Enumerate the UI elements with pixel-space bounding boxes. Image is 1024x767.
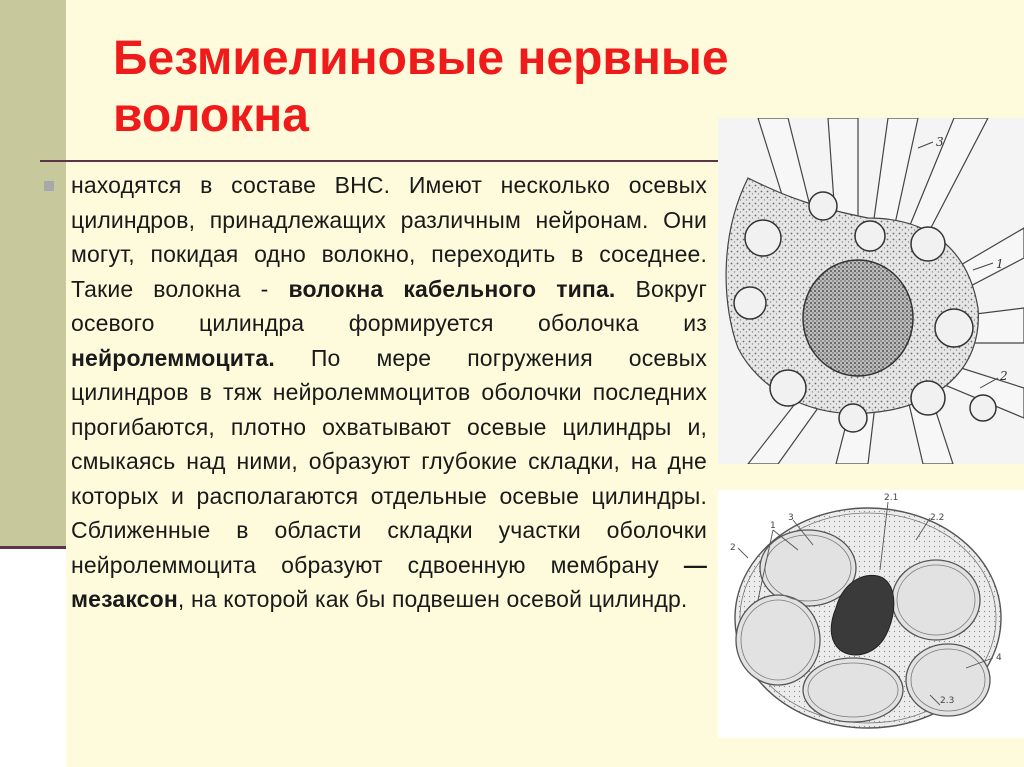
left-accent-strip (0, 0, 66, 548)
text-run: , на которой как бы подвешен осевой цилиндр. (177, 586, 688, 612)
label-2-3: 2.3 (940, 696, 955, 706)
text-run: Вокруг осевого цилиндра формируется оболочка из (71, 275, 707, 336)
unmyelinated-fiber-illustration (718, 490, 1024, 738)
strip-divider (0, 546, 66, 549)
text-run-bold: нейролеммоцита. (71, 344, 275, 371)
cable-fiber-illustration (718, 118, 1024, 464)
label-1: 1 (996, 257, 1004, 271)
slide-body-text (71, 168, 707, 617)
slide-title: Безмиелиновые нервные волокна (113, 32, 729, 142)
label-2-2: 2.2 (930, 513, 945, 523)
label-2-1: 2.1 (884, 493, 899, 503)
label-2: 2 (1000, 369, 1008, 383)
text-run: находятся в составе ВНС. Имеют несколько осевых цилиндров, принадлежащих различным нейронам. Они могут, покидая одно волокно, переходить в соседнее. Такие волокна - (71, 172, 707, 302)
text-run-bold: волокна кабельного типа. (288, 275, 616, 302)
label-3: 3 (936, 135, 944, 149)
label-3: 3 (788, 513, 794, 523)
text-run-bold: —мезаксон (71, 551, 707, 612)
unmyelinated-fiber-svg (718, 490, 1024, 738)
label-1: 1 (770, 521, 776, 531)
cable-fiber-svg (718, 118, 1024, 464)
label-4: 4 (996, 653, 1002, 663)
title-divider (40, 160, 720, 162)
text-run: По мере погружения осевых цилиндров в тяж нейролеммоцитов оболочки последних прогибаются, плотно охватывают осевые цилиндры и, смыкаясь над ними, образуют глубокие складки, на дне которых и располагаются отдельные осевые цилиндры. Сближенные в области складки участки оболочки нейролеммоцита образуют сдвоенную мембрану (71, 344, 707, 578)
bullet-square-icon (44, 181, 54, 191)
label-2: 2 (730, 543, 736, 553)
